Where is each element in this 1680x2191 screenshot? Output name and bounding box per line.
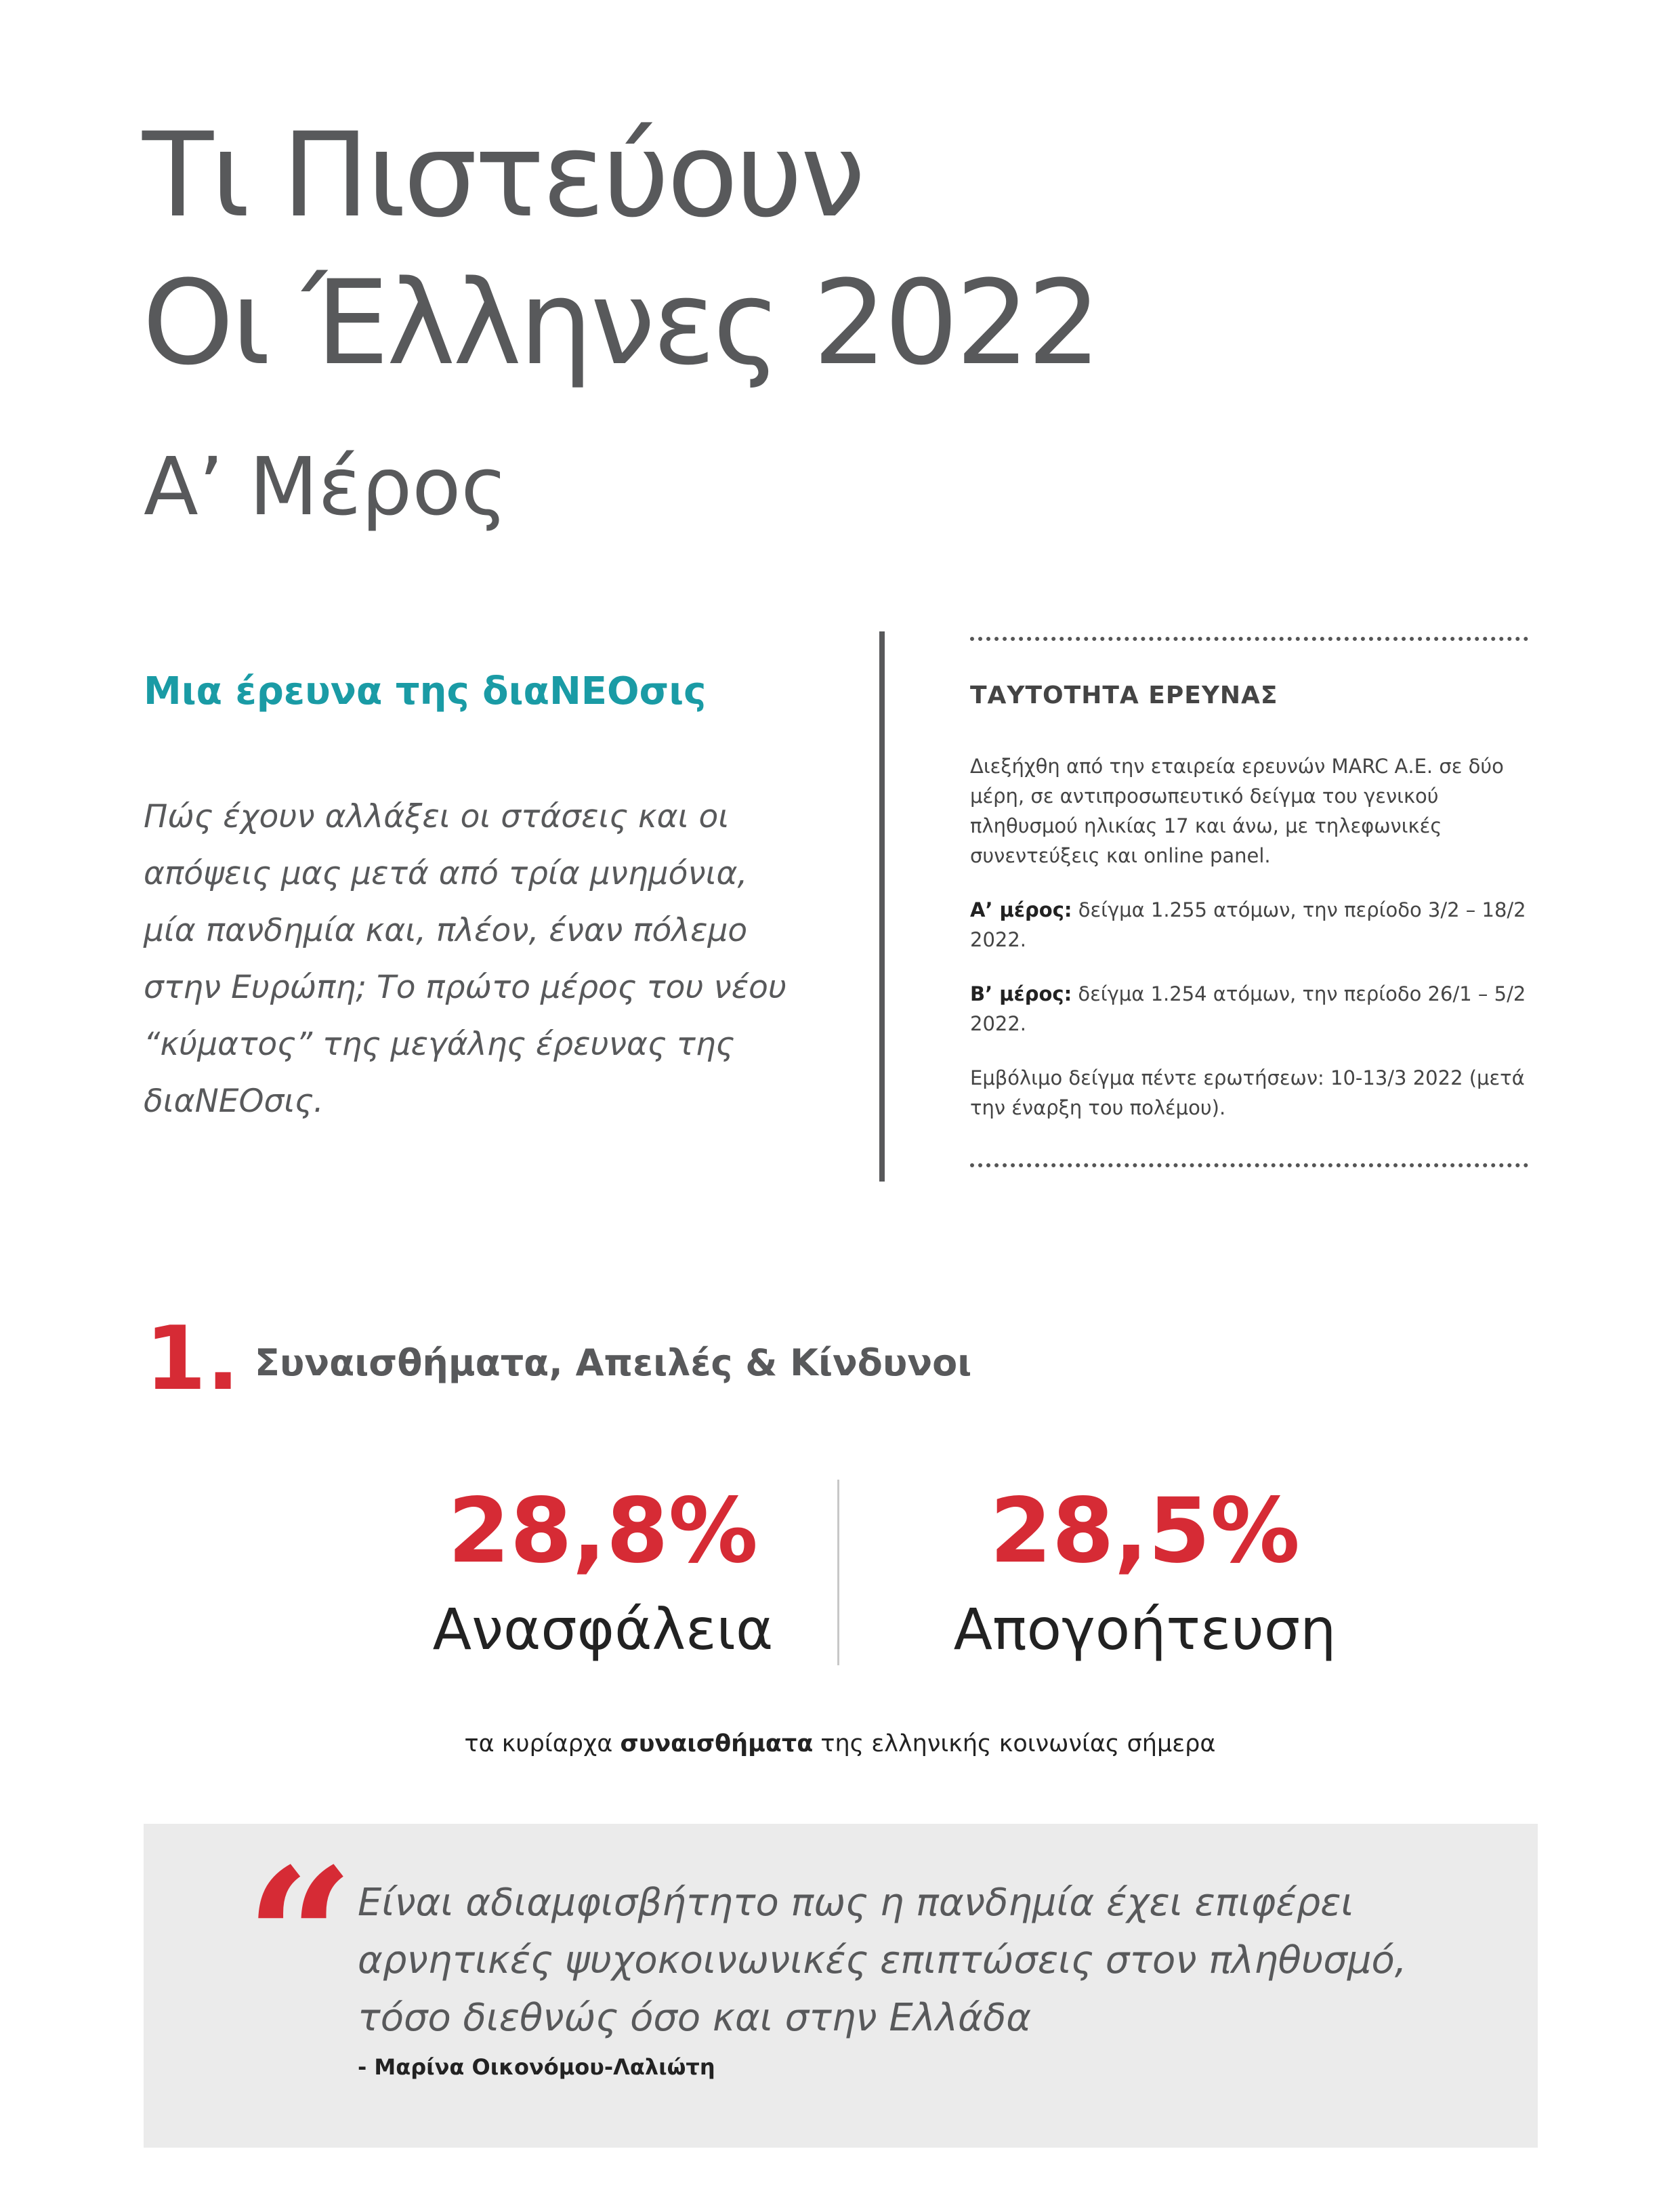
survey-part-a — [970, 895, 1528, 955]
quote-author: - Μαρίνα Οικονόμου-Λαλιώτη — [358, 2054, 715, 2080]
organization-label: Μια έρευνα της διαΝΕΟσις — [144, 669, 707, 713]
caption-after: της ελληνικής κοινωνίας σήμερα — [813, 1730, 1216, 1757]
stat-insecurity — [366, 1477, 840, 1667]
vertical-divider — [879, 631, 885, 1182]
section-title: Συναισθήματα, Απειλές & Κίνδυνοι — [255, 1341, 972, 1384]
survey-info-card — [970, 637, 1528, 1167]
title-line-1: Τι Πιστεύουν — [142, 107, 863, 243]
survey-part-a-text: δείγμα 1.255 ατόμων, την περίοδο 3/2 – 18/2 2022. — [970, 898, 1526, 951]
survey-description: Διεξήχθη από την εταιρεία ερευνών MARC Α.Ε. σε δύο μέρη, σε αντιπροσωπευτικό δείγμα του γενικού πληθυσμού ηλικίας 17 και άνω, με τηλεφωνικές συνεντεύξεις και online panel. — [970, 755, 1504, 867]
intro-text: Πώς έχουν αλλάξει οι στάσεις και οι απόψεις μας μετά από τρία μνημόνια, μία πανδημία και, πλέον, έναν πόλεμο στην Ευρώπη; Το πρώτο μέρος του νέου “κύματος” της μεγάλης έρευνας της διαΝΕΟσις. — [144, 798, 787, 1120]
stat-value: 28,5% — [990, 1479, 1300, 1583]
survey-part-b-label: Β’ μέρος: — [970, 982, 1072, 1005]
survey-supplement: Εμβόλιμο δείγμα πέντε ερωτήσεων: 10-13/3 2022 (μετά την έναρξη του πολέμου). — [970, 1066, 1525, 1119]
page-title — [142, 102, 1099, 397]
caption-before: τα κυρίαρχα — [464, 1730, 621, 1757]
stat-divider — [837, 1480, 839, 1665]
title-line-2: Οι Έλληνες 2022 — [142, 255, 1099, 391]
quote-text: Είναι αδιαμφισβήτητο πως η πανδημία έχει επιφέρει αρνητικές ψυχοκοινωνικές επιπτώσεις στον πληθυσμό, τόσο διεθνώς όσο και στην Ελλάδα — [358, 1881, 1407, 2040]
stats-caption — [0, 1730, 1680, 1757]
stat-disappointment — [908, 1477, 1382, 1667]
stat-label: Απογοήτευση — [953, 1596, 1337, 1663]
survey-part-a-label: Α’ μέρος: — [970, 898, 1072, 921]
caption-bold: συναισθήματα — [620, 1730, 814, 1757]
dotted-divider-top — [970, 637, 1528, 641]
stat-value: 28,8% — [448, 1479, 758, 1583]
dotted-divider-bottom — [970, 1163, 1528, 1167]
survey-info-title: ΤΑΥΤΟΤΗΤΑ ΕΡΕΥΝΑΣ — [970, 682, 1278, 709]
page-subtitle: Α’ Μέρος — [144, 440, 508, 533]
survey-part-b — [970, 979, 1528, 1039]
survey-part-b-text: δείγμα 1.254 ατόμων, την περίοδο 26/1 – 5/2 2022. — [970, 982, 1526, 1035]
stat-label: Ανασφάλεια — [432, 1596, 774, 1663]
quote-mark-icon: “ — [245, 1827, 355, 2050]
section-number: 1. — [145, 1307, 240, 1410]
quote-box — [144, 1824, 1538, 2148]
